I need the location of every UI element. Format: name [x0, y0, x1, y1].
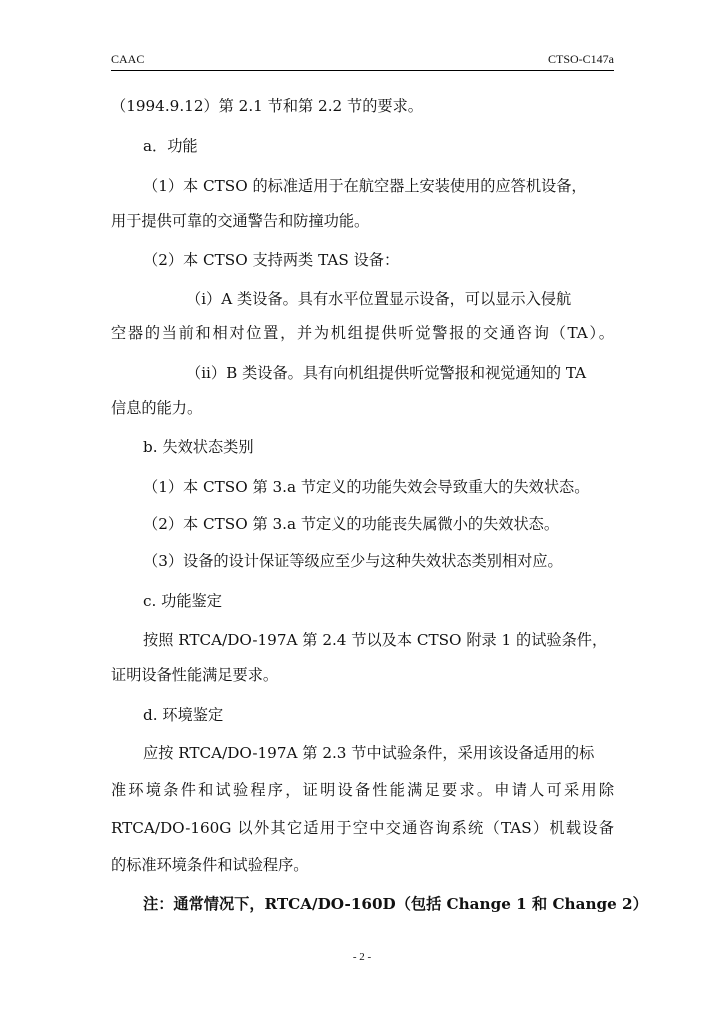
text-line: 应按 RTCA/DO-197A 第 2.3 节中试验条件，采用该设备适用的标	[143, 744, 595, 762]
header-rule	[111, 70, 614, 71]
text-line: （1994.9.12）第 2.1 节和第 2.2 节的要求。	[111, 97, 423, 115]
text-line: 准环境条件和试验程序，证明设备性能满足要求。申请人可采用除	[111, 781, 614, 799]
text-line: （1）本 CTSO 第 3.a 节定义的功能失效会导致重大的失效状态。	[143, 478, 590, 496]
note-line: 注：通常情况下，RTCA/DO-160D（包括 Change 1 和 Change 2）	[143, 895, 648, 913]
section-heading-c: c. 功能鉴定	[143, 592, 222, 610]
text-line: RTCA/DO-160G 以外其它适用于空中交通咨询系统（TAS）机载设备	[111, 819, 614, 837]
text-line: 按照 RTCA/DO-197A 第 2.4 节以及本 CTSO 附录 1 的试验条件，	[143, 631, 608, 649]
page-number: - 2 -	[352, 951, 372, 963]
header-left: CAAC	[111, 52, 145, 66]
text-line: （1）本 CTSO 的标准适用于在航空器上安装使用的应答机设备，	[143, 177, 587, 195]
text-line: 空器的当前和相对位置，并为机组提供听觉警报的交通咨询（TA）。	[111, 324, 614, 342]
text-line: 的标准环境条件和试验程序。	[111, 856, 309, 874]
text-line: （2）本 CTSO 支持两类 TAS 设备：	[143, 251, 400, 269]
section-heading-a: a．功能	[143, 137, 198, 155]
text-line: 信息的能力。	[111, 399, 203, 417]
text-line: （i）A 类设备。具有水平位置显示设备，可以显示入侵航	[186, 290, 572, 308]
text-line: （ii）B 类设备。具有向机组提供听觉警报和视觉通知的 TA	[186, 364, 587, 382]
section-heading-b: b. 失效状态类别	[143, 438, 254, 456]
text-line: 用于提供可靠的交通警告和防撞功能。	[111, 212, 370, 230]
text-line: （3）设备的设计保证等级应至少与这种失效状态类别相对应。	[143, 552, 563, 570]
header-right: CTSO-C147a	[548, 52, 614, 66]
text-line: 证明设备性能满足要求。	[111, 666, 279, 684]
section-heading-d: d. 环境鉴定	[143, 706, 224, 724]
text-line: （2）本 CTSO 第 3.a 节定义的功能丧失属微小的失效状态。	[143, 515, 560, 533]
